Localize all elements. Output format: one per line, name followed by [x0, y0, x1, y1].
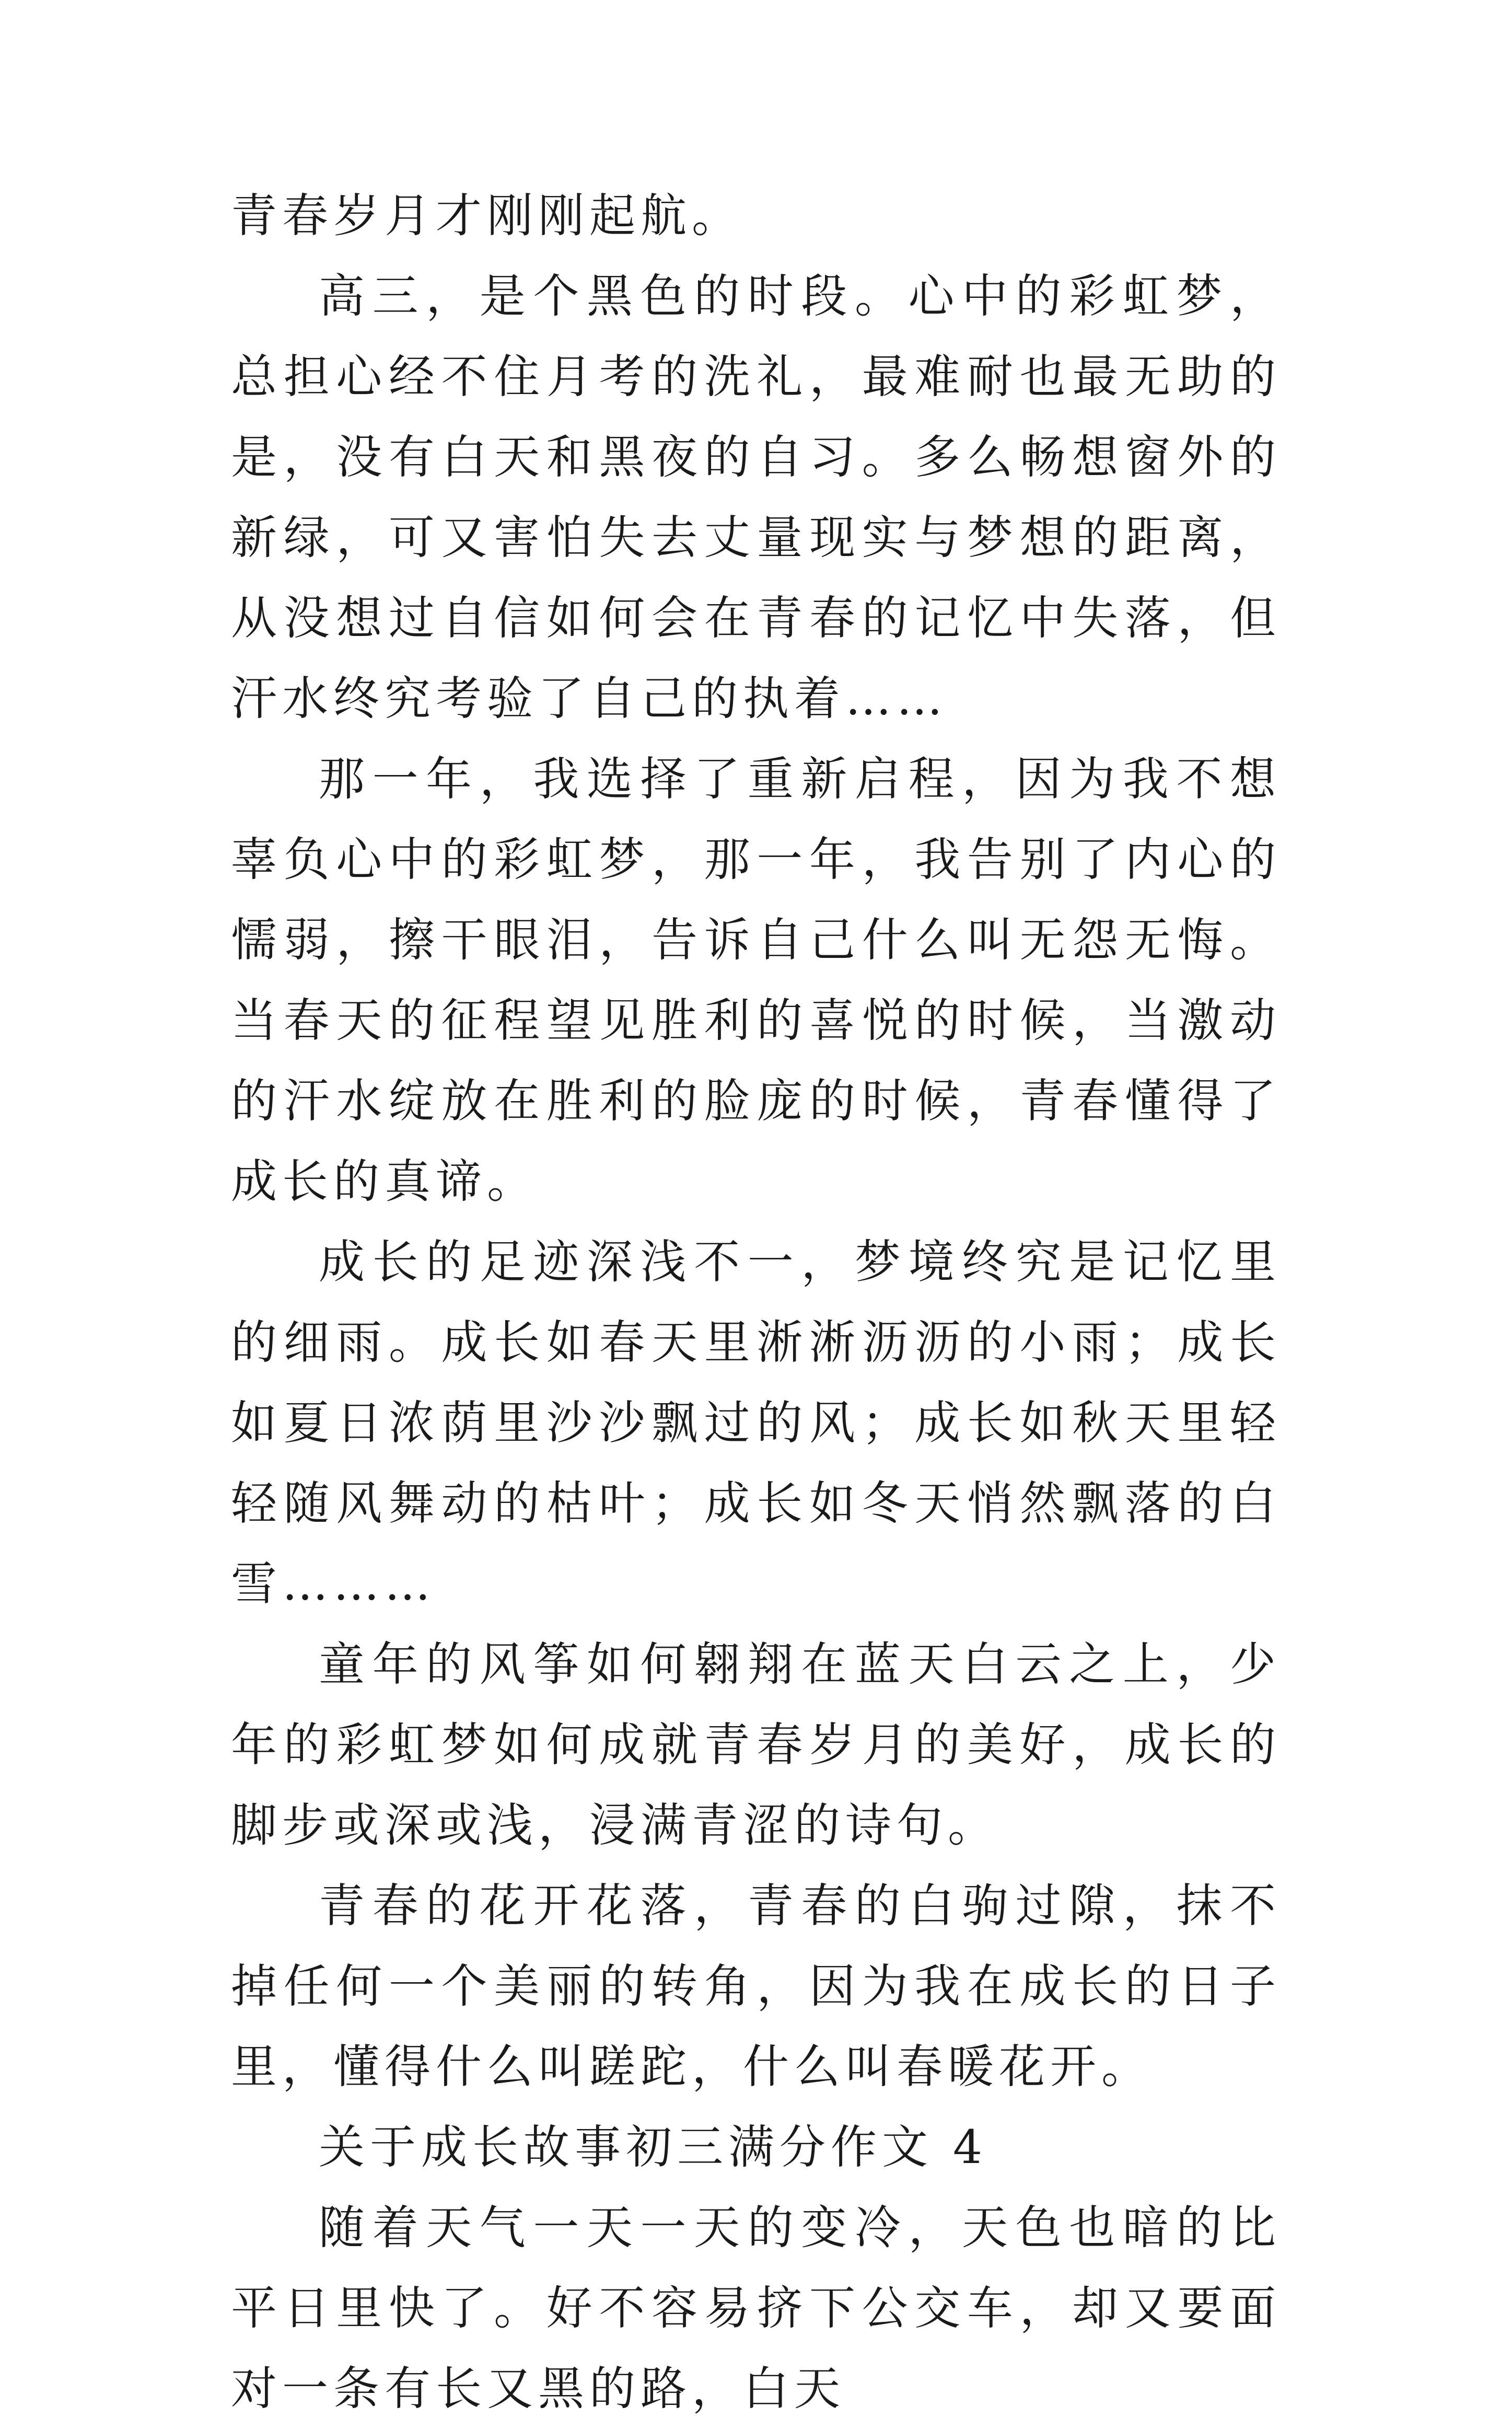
section-heading: 关于成长故事初三满分作文 4	[319, 2120, 987, 2174]
paragraph: 成长的足迹深浅不一，梦境终究是记忆里的细雨。成长如春天里淅淅沥沥的小雨；成长如夏日浓荫里沙沙飘过的风；成长如秋天里轻轻随风舞动的枯叶；成长如冬天悄然飘落的白雪………	[231, 1235, 1281, 1611]
paragraph: 童年的风筝如何翱翔在蓝天白云之上，少年的彩虹梦如何成就青春岁月的美好，成长的脚步或深或浅，浸满青涩的诗句。	[231, 1637, 1281, 1852]
paragraph: 青春岁月才刚刚起航。	[231, 189, 743, 242]
paragraph: 那一年，我选择了重新启程，因为我不想辜负心中的彩虹梦，那一年，我告别了内心的懦弱，擦干眼泪，告诉自己什么叫无怨无悔。当春天的征程望见胜利的喜悦的时候，当激动的汗水绽放在胜利的脸庞的时候，青春懂得了成长的真谛。	[231, 752, 1281, 1208]
paragraph: 青春的花开花落，青春的白驹过隙，抹不掉任何一个美丽的转角，因为我在成长的日子里，懂得什么叫蹉跎，什么叫春暖花开。	[231, 1879, 1281, 2093]
paragraph: 高三，是个黑色的时段。心中的彩虹梦，总担心经不住月考的洗礼，最难耐也最无助的是，没有白天和黑夜的自习。多么畅想窗外的新绿，可又害怕失去丈量现实与梦想的距离，从没想过自信如何会在青春的记忆中失落，但汗水终究考验了自己的执着……	[231, 269, 1281, 725]
document-body	[231, 176, 1281, 2429]
paragraph: 随着天气一天一天的变冷，天色也暗的比平日里快了。好不容易挤下公交车，却又要面对一条有长又黑的路，白天	[231, 2201, 1281, 2415]
